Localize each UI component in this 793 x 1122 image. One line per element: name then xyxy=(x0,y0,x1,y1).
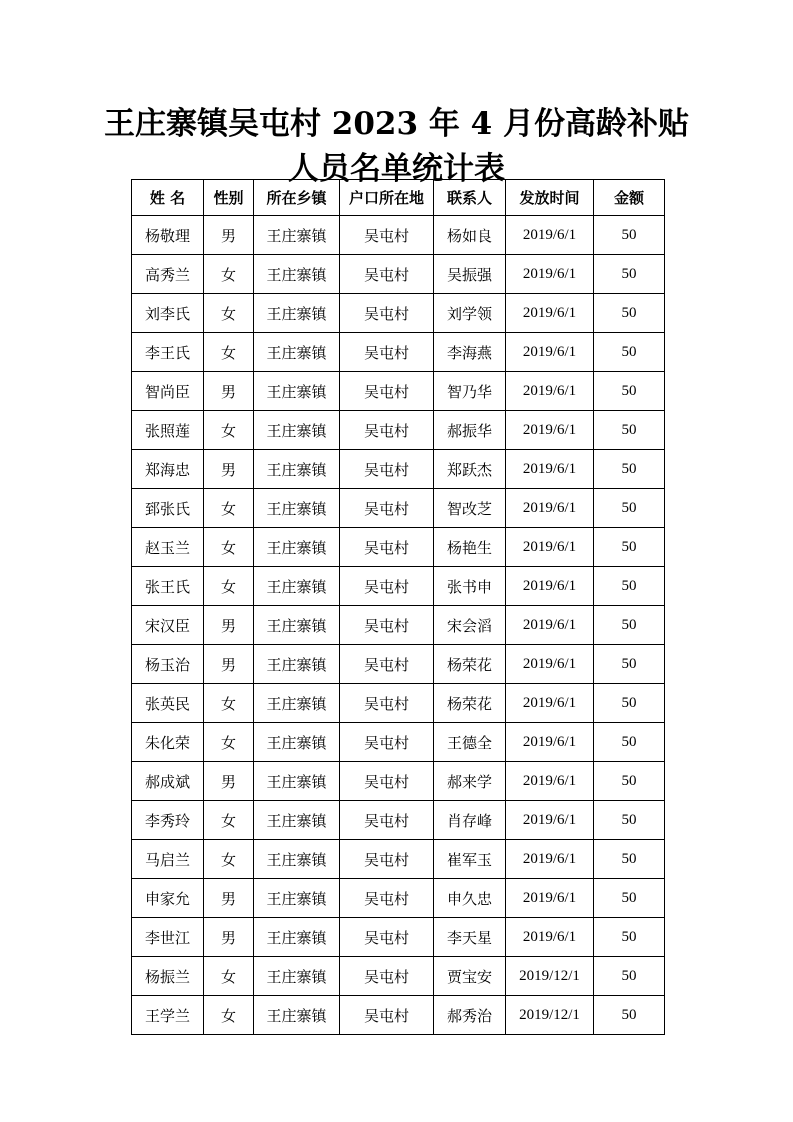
table-row xyxy=(132,450,665,489)
cell-issue-date: 2019/6/1 xyxy=(506,450,594,489)
table-row xyxy=(132,216,665,255)
table-row xyxy=(132,957,665,996)
cell-issue-date: 2019/12/1 xyxy=(506,957,594,996)
cell-contact: 肖存峰 xyxy=(434,801,506,840)
table-row xyxy=(132,879,665,918)
table-row xyxy=(132,801,665,840)
cell-contact: 郝秀治 xyxy=(434,996,506,1035)
cell-amount: 50 xyxy=(594,957,665,996)
cell-issue-date: 2019/6/1 xyxy=(506,840,594,879)
cell-household-location: 吴屯村 xyxy=(340,645,434,684)
cell-contact: 贾宝安 xyxy=(434,957,506,996)
table-row xyxy=(132,489,665,528)
cell-contact: 智改芝 xyxy=(434,489,506,528)
cell-issue-date: 2019/6/1 xyxy=(506,372,594,411)
cell-household-location: 吴屯村 xyxy=(340,567,434,606)
cell-amount: 50 xyxy=(594,450,665,489)
cell-household-location: 吴屯村 xyxy=(340,411,434,450)
table-row xyxy=(132,255,665,294)
header-issue-date: 发放时间 xyxy=(506,180,594,216)
table-row xyxy=(132,723,665,762)
cell-household-location: 吴屯村 xyxy=(340,879,434,918)
cell-household-location: 吴屯村 xyxy=(340,294,434,333)
cell-township: 王庄寨镇 xyxy=(254,645,340,684)
cell-township: 王庄寨镇 xyxy=(254,333,340,372)
cell-township: 王庄寨镇 xyxy=(254,801,340,840)
cell-contact: 智乃华 xyxy=(434,372,506,411)
cell-issue-date: 2019/6/1 xyxy=(506,684,594,723)
table-row xyxy=(132,567,665,606)
cell-gender: 女 xyxy=(204,333,254,372)
cell-household-location: 吴屯村 xyxy=(340,801,434,840)
cell-township: 王庄寨镇 xyxy=(254,372,340,411)
cell-gender: 男 xyxy=(204,372,254,411)
header-township: 所在乡镇 xyxy=(254,180,340,216)
cell-name: 杨玉治 xyxy=(132,645,204,684)
cell-issue-date: 2019/6/1 xyxy=(506,801,594,840)
cell-township: 王庄寨镇 xyxy=(254,723,340,762)
cell-household-location: 吴屯村 xyxy=(340,723,434,762)
cell-contact: 刘学领 xyxy=(434,294,506,333)
cell-contact: 杨荣花 xyxy=(434,645,506,684)
table-row xyxy=(132,645,665,684)
cell-name: 马启兰 xyxy=(132,840,204,879)
cell-household-location: 吴屯村 xyxy=(340,528,434,567)
cell-township: 王庄寨镇 xyxy=(254,684,340,723)
cell-issue-date: 2019/6/1 xyxy=(506,216,594,255)
table-row xyxy=(132,606,665,645)
cell-gender: 男 xyxy=(204,762,254,801)
cell-amount: 50 xyxy=(594,801,665,840)
cell-household-location: 吴屯村 xyxy=(340,996,434,1035)
cell-name: 张王氏 xyxy=(132,567,204,606)
cell-name: 杨敬理 xyxy=(132,216,204,255)
cell-contact: 杨艳生 xyxy=(434,528,506,567)
cell-gender: 女 xyxy=(204,411,254,450)
cell-contact: 吴振强 xyxy=(434,255,506,294)
cell-amount: 50 xyxy=(594,216,665,255)
cell-name: 郝成斌 xyxy=(132,762,204,801)
cell-township: 王庄寨镇 xyxy=(254,879,340,918)
header-gender: 性别 xyxy=(204,180,254,216)
header-contact: 联系人 xyxy=(434,180,506,216)
cell-issue-date: 2019/6/1 xyxy=(506,333,594,372)
cell-contact: 宋会滔 xyxy=(434,606,506,645)
cell-township: 王庄寨镇 xyxy=(254,567,340,606)
cell-name: 李世江 xyxy=(132,918,204,957)
cell-amount: 50 xyxy=(594,762,665,801)
cell-name: 李秀玲 xyxy=(132,801,204,840)
cell-name: 郑海忠 xyxy=(132,450,204,489)
cell-gender: 女 xyxy=(204,996,254,1035)
cell-contact: 郑跃杰 xyxy=(434,450,506,489)
cell-gender: 男 xyxy=(204,450,254,489)
table-row xyxy=(132,333,665,372)
table-row xyxy=(132,411,665,450)
table-row xyxy=(132,762,665,801)
cell-amount: 50 xyxy=(594,567,665,606)
cell-gender: 男 xyxy=(204,879,254,918)
cell-amount: 50 xyxy=(594,684,665,723)
cell-amount: 50 xyxy=(594,372,665,411)
cell-gender: 男 xyxy=(204,606,254,645)
header-household-location: 户口所在地 xyxy=(340,180,434,216)
document-title-line-2: 人员名单统计表 xyxy=(288,151,505,187)
cell-township: 王庄寨镇 xyxy=(254,528,340,567)
cell-name: 张英民 xyxy=(132,684,204,723)
table-row xyxy=(132,996,665,1035)
cell-household-location: 吴屯村 xyxy=(340,489,434,528)
cell-issue-date: 2019/6/1 xyxy=(506,411,594,450)
cell-name: 申家允 xyxy=(132,879,204,918)
cell-name: 智尚臣 xyxy=(132,372,204,411)
table-row xyxy=(132,372,665,411)
cell-amount: 50 xyxy=(594,996,665,1035)
cell-amount: 50 xyxy=(594,333,665,372)
cell-contact: 郝来学 xyxy=(434,762,506,801)
cell-issue-date: 2019/12/1 xyxy=(506,996,594,1035)
cell-issue-date: 2019/6/1 xyxy=(506,762,594,801)
cell-name: 李王氏 xyxy=(132,333,204,372)
cell-household-location: 吴屯村 xyxy=(340,450,434,489)
cell-issue-date: 2019/6/1 xyxy=(506,528,594,567)
cell-township: 王庄寨镇 xyxy=(254,294,340,333)
cell-issue-date: 2019/6/1 xyxy=(506,879,594,918)
cell-contact: 李海燕 xyxy=(434,333,506,372)
cell-name: 宋汉臣 xyxy=(132,606,204,645)
cell-gender: 男 xyxy=(204,918,254,957)
cell-issue-date: 2019/6/1 xyxy=(506,723,594,762)
cell-name: 高秀兰 xyxy=(132,255,204,294)
cell-township: 王庄寨镇 xyxy=(254,411,340,450)
cell-household-location: 吴屯村 xyxy=(340,684,434,723)
cell-amount: 50 xyxy=(594,840,665,879)
table-header-row xyxy=(132,180,665,216)
cell-township: 王庄寨镇 xyxy=(254,255,340,294)
cell-issue-date: 2019/6/1 xyxy=(506,918,594,957)
cell-issue-date: 2019/6/1 xyxy=(506,645,594,684)
table-row xyxy=(132,294,665,333)
cell-name: 杨振兰 xyxy=(132,957,204,996)
cell-contact: 崔军玉 xyxy=(434,840,506,879)
cell-gender: 女 xyxy=(204,528,254,567)
cell-township: 王庄寨镇 xyxy=(254,450,340,489)
cell-contact: 张书申 xyxy=(434,567,506,606)
cell-gender: 女 xyxy=(204,723,254,762)
cell-gender: 女 xyxy=(204,957,254,996)
cell-household-location: 吴屯村 xyxy=(340,372,434,411)
cell-issue-date: 2019/6/1 xyxy=(506,567,594,606)
cell-gender: 男 xyxy=(204,645,254,684)
table-row xyxy=(132,840,665,879)
cell-amount: 50 xyxy=(594,918,665,957)
table-row xyxy=(132,684,665,723)
cell-name: 张照莲 xyxy=(132,411,204,450)
cell-amount: 50 xyxy=(594,645,665,684)
cell-contact: 杨如良 xyxy=(434,216,506,255)
table-row xyxy=(132,918,665,957)
cell-township: 王庄寨镇 xyxy=(254,216,340,255)
cell-amount: 50 xyxy=(594,489,665,528)
table-row xyxy=(132,528,665,567)
cell-name: 朱化荣 xyxy=(132,723,204,762)
header-name: 姓 名 xyxy=(132,180,204,216)
cell-amount: 50 xyxy=(594,255,665,294)
cell-name: 王学兰 xyxy=(132,996,204,1035)
cell-gender: 女 xyxy=(204,255,254,294)
cell-amount: 50 xyxy=(594,294,665,333)
cell-issue-date: 2019/6/1 xyxy=(506,294,594,333)
cell-township: 王庄寨镇 xyxy=(254,957,340,996)
cell-household-location: 吴屯村 xyxy=(340,918,434,957)
cell-contact: 李天星 xyxy=(434,918,506,957)
cell-name: 刘李氏 xyxy=(132,294,204,333)
cell-township: 王庄寨镇 xyxy=(254,840,340,879)
cell-household-location: 吴屯村 xyxy=(340,840,434,879)
cell-name: 赵玉兰 xyxy=(132,528,204,567)
cell-gender: 男 xyxy=(204,216,254,255)
cell-contact: 郝振华 xyxy=(434,411,506,450)
cell-gender: 女 xyxy=(204,567,254,606)
cell-name: 郅张氏 xyxy=(132,489,204,528)
cell-household-location: 吴屯村 xyxy=(340,333,434,372)
cell-township: 王庄寨镇 xyxy=(254,489,340,528)
document-title-line-1: 王庄寨镇吴屯村 2023 年 4 月份高龄补贴 xyxy=(103,106,690,142)
header-amount: 金额 xyxy=(594,180,665,216)
cell-issue-date: 2019/6/1 xyxy=(506,606,594,645)
cell-amount: 50 xyxy=(594,723,665,762)
cell-contact: 申久忠 xyxy=(434,879,506,918)
cell-township: 王庄寨镇 xyxy=(254,996,340,1035)
cell-township: 王庄寨镇 xyxy=(254,606,340,645)
cell-household-location: 吴屯村 xyxy=(340,957,434,996)
subsidy-roster-table xyxy=(131,179,665,1035)
cell-amount: 50 xyxy=(594,528,665,567)
cell-household-location: 吴屯村 xyxy=(340,255,434,294)
cell-gender: 女 xyxy=(204,801,254,840)
cell-household-location: 吴屯村 xyxy=(340,606,434,645)
cell-gender: 女 xyxy=(204,294,254,333)
cell-household-location: 吴屯村 xyxy=(340,216,434,255)
cell-amount: 50 xyxy=(594,879,665,918)
cell-amount: 50 xyxy=(594,606,665,645)
cell-gender: 女 xyxy=(204,489,254,528)
cell-amount: 50 xyxy=(594,411,665,450)
cell-issue-date: 2019/6/1 xyxy=(506,255,594,294)
cell-household-location: 吴屯村 xyxy=(340,762,434,801)
cell-contact: 王德全 xyxy=(434,723,506,762)
cell-gender: 女 xyxy=(204,840,254,879)
cell-issue-date: 2019/6/1 xyxy=(506,489,594,528)
cell-township: 王庄寨镇 xyxy=(254,762,340,801)
cell-gender: 女 xyxy=(204,684,254,723)
cell-township: 王庄寨镇 xyxy=(254,918,340,957)
cell-contact: 杨荣花 xyxy=(434,684,506,723)
